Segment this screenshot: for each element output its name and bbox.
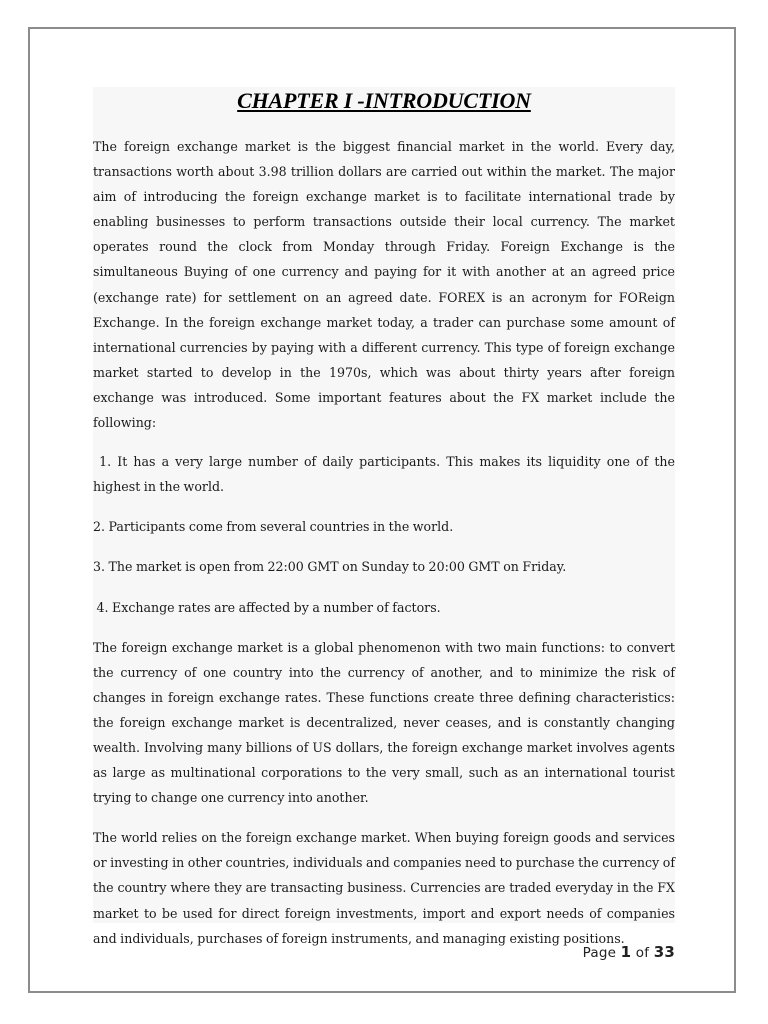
document-body (93, 87, 679, 946)
page-label: Page (582, 945, 617, 961)
reliance-paragraph: The world relies on the foreign exchange market. When buying foreign goods and services or investing in other countries, individuals and companies need to purchase the currency of the country where they are transacting business. Currencies are traded everyday in the FX market to be used for direct foreign investments, import and export needs of companies and individuals, purchases of foreign instruments, and managing existing positions. (93, 830, 675, 946)
functions-paragraph: The foreign exchange market is a global phenomenon with two main functions: to convert the currency of one country into the currency of another, and to minimize the risk of changes in foreign exchange rates. These functions create three defining characteristics: the foreign exchange market is decentralized, never ceases, and is constantly changing wealth. Involving many billions of US dollars, the foreign exchange market involves agents as large as multinational corporations to the very small, such as an international tourist trying to change one currency into another. (93, 639, 675, 806)
feature-item-4: 4. Exchange rates are affected by a number of factors. (93, 599, 441, 615)
of-label: of (635, 945, 650, 961)
current-page-number: 1 (620, 943, 632, 961)
total-pages-number: 33 (653, 943, 675, 961)
page-number-footer (583, 943, 675, 961)
feature-item-1: 1. It has a very large number of daily participants. This makes its liquidity one of the highest in the world. (93, 454, 679, 495)
feature-item-3: 3. The market is open from 22:00 GMT on Sunday to 20:00 GMT on Friday. (93, 559, 567, 575)
feature-item-2: 2. Participants come from several countries in the world. (93, 519, 454, 535)
intro-paragraph: The foreign exchange market is the biggest financial market in the world. Every day, transactions worth about 3.98 trillion dollars are carried out within the market. The major aim of introducing the foreign exchange market is to facilitate international trade by enabling businesses to perform transactions outside their local currency. The market operates round the clock from Monday through Friday. Foreign Exchange is the simultaneous Buying of one currency and paying for it with another at an agreed price (exchange rate) for settlement on an agreed date. FOREX is an acronym for FOReign Exchange. In the foreign exchange market today, a trader can purchase some amount of international currencies by paying with a different currency. This type of foreign exchange market started to develop in the 1970s, which was about thirty years after foreign exchange was introduced. Some important features about the FX market include the following: (93, 139, 675, 431)
chapter-title: CHAPTER I -INTRODUCTION (237, 88, 531, 113)
